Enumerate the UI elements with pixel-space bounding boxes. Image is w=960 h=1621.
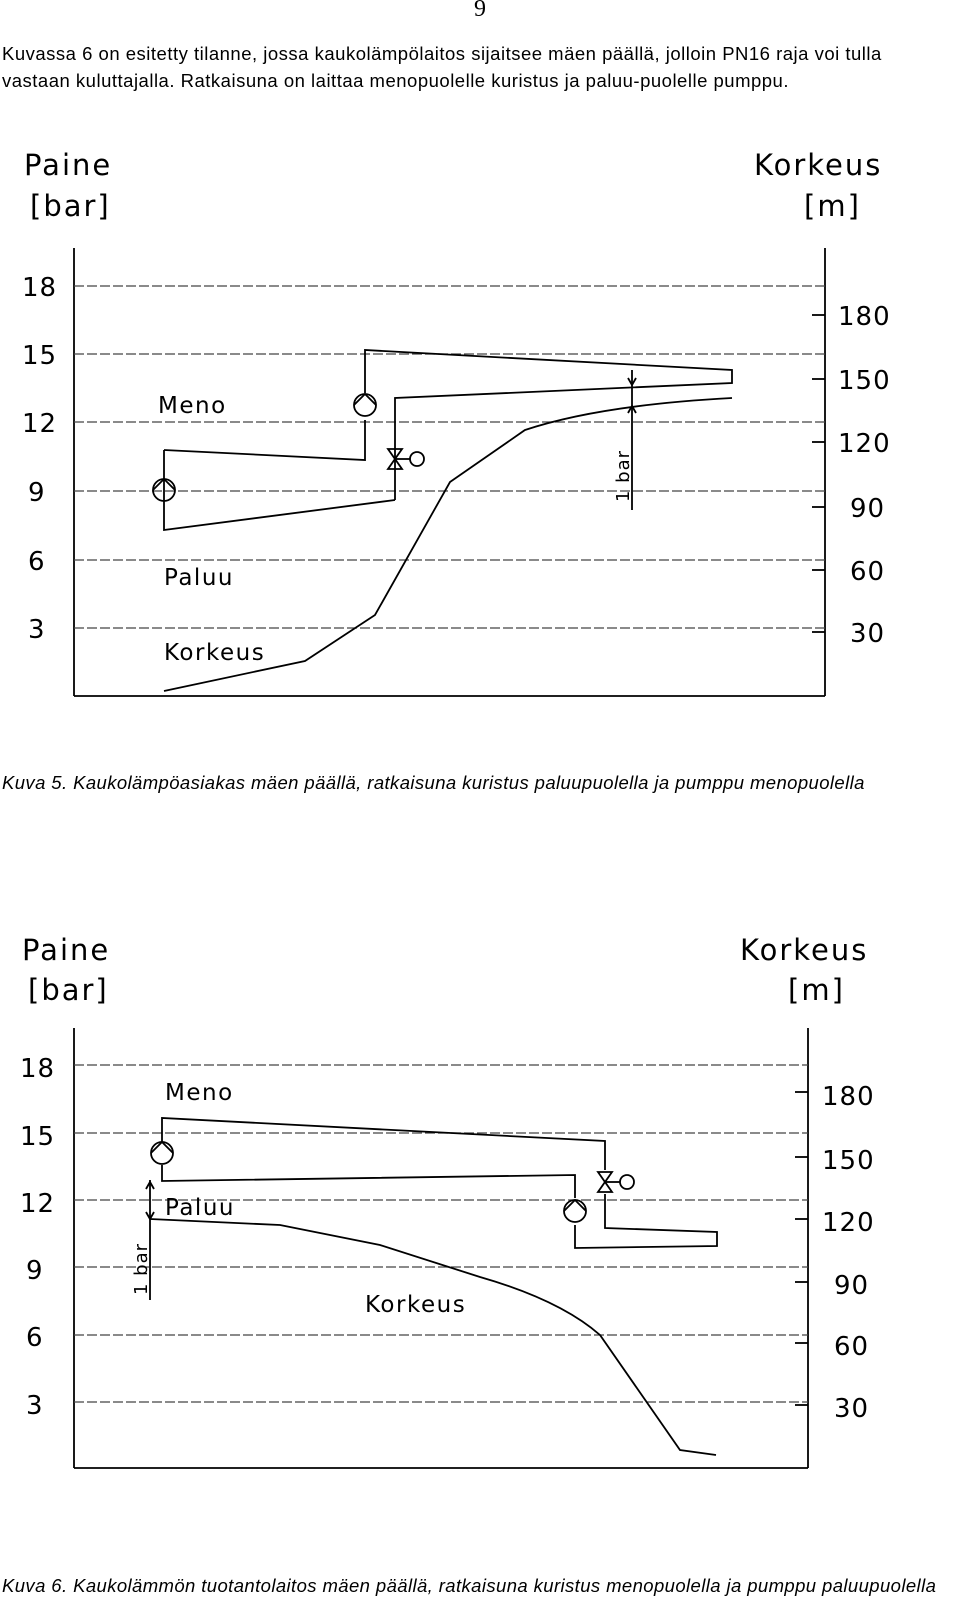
left-axis-unit: [bar] [30,189,111,223]
supply-label: Meno [158,393,227,419]
pump-icon [151,1142,173,1164]
throttle-valve-icon [388,449,424,469]
pressure-tick-9: 9 [26,1256,44,1286]
right-axis-unit: [m] [804,189,861,223]
supply-return-pressure-lines [164,350,732,530]
height-tick-150: 150 [822,1146,875,1176]
left-axis-unit: [bar] [28,973,109,1007]
pump-icon [564,1200,586,1222]
height-tick-60: 60 [834,1332,870,1362]
figure-1-diagram [0,140,960,760]
return-label: Paluu [164,565,234,591]
pressure-tick-3: 3 [26,1391,44,1421]
pressure-tick-6: 6 [26,1323,44,1353]
figure-2-diagram [0,925,960,1565]
dimension-label: 1 bar [613,449,634,502]
height-tick-180: 180 [838,302,891,332]
height-tick-180: 180 [822,1082,875,1112]
chart-frame [74,248,825,696]
height-tick-90: 90 [850,494,886,524]
supply-label: Meno [165,1080,234,1106]
figure-2-caption: Kuva 6. Kaukolämmön tuotantolaitos mäen päällä, ratkaisuna kuristus menopuolella ja pumppu paluupuolella [2,1575,937,1596]
height-tick-150: 150 [838,366,891,396]
elevation-label: Korkeus [164,640,266,666]
pressure-tick-3: 3 [28,615,46,645]
pressure-tick-labels [22,273,57,645]
height-tick-30: 30 [834,1394,870,1424]
pump-icon [354,394,376,416]
pressure-tick-18: 18 [20,1054,56,1084]
height-tick-120: 120 [822,1208,875,1238]
height-tick-30: 30 [850,619,886,649]
height-tick-60: 60 [850,557,886,587]
pressure-tick-12: 12 [20,1189,56,1219]
height-tick-90: 90 [834,1271,870,1301]
pressure-tick-12: 12 [22,409,58,439]
throttle-valve-icon [598,1172,634,1192]
height-tick-120: 120 [838,429,891,459]
page-number: 9 [474,0,486,22]
return-label: Paluu [165,1195,235,1221]
dimension-label: 1 bar [131,1242,152,1295]
left-axis-title: Paine [24,148,113,182]
dimension-marker [131,1180,154,1300]
intro-paragraph: Kuvassa 6 on esitetty tilanne, jossa kaukolämpölaitos sijaitsee mäen päällä, jolloin PN16 raja voi tulla vastaan kuluttajalla. Ratkaisuna on laittaa menopuolelle kuristus ja paluu-puolelle pumppu. [2,43,882,91]
pressure-tick-labels [20,1054,55,1421]
right-axis-title: Korkeus [754,148,883,182]
pressure-tick-15: 15 [20,1122,56,1152]
elevation-label: Korkeus [365,1292,467,1318]
pressure-tick-9: 9 [28,478,46,508]
pressure-gridlines [74,1065,808,1402]
figure-1-caption: Kuva 5. Kaukolämpöasiakas mäen päällä, ratkaisuna kuristus paluupuolella ja pumppu menopuolella [2,772,865,793]
pressure-tick-18: 18 [22,273,58,303]
right-axis-title: Korkeus [740,933,869,967]
dimension-marker [613,370,636,510]
right-axis-unit: [m] [788,973,845,1007]
left-axis-title: Paine [22,933,111,967]
pressure-tick-6: 6 [28,547,46,577]
pressure-tick-15: 15 [22,341,58,371]
elevation-profile-line [150,1219,716,1455]
